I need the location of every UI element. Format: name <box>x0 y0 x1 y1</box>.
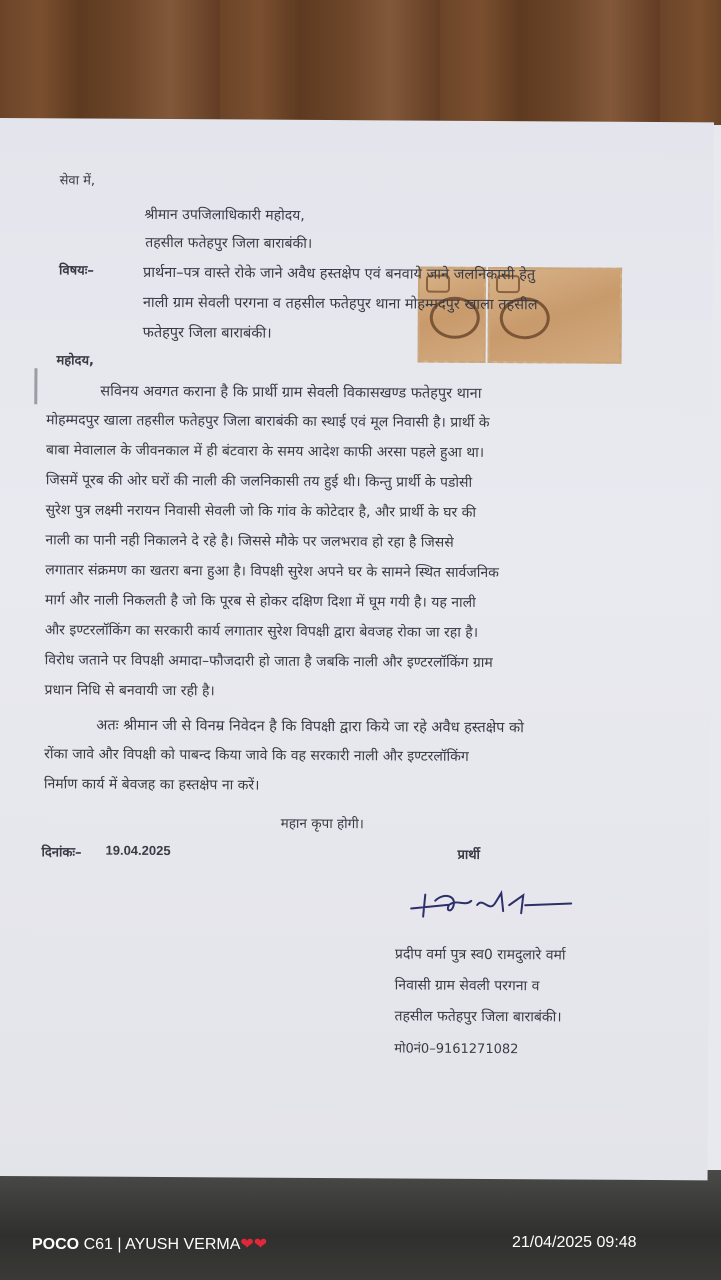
body-line: और इण्टरलॉकिंग का सरकारी कार्य लगातार सुरेश विपक्षी द्वारा बेवजह रोका जा रहा है। <box>44 622 479 641</box>
body-line: नाली का पानी नही निकालने दे रहे है। जिससे मौके पर जलभराव हो रहा है जिससे <box>45 532 454 551</box>
sender-phone: मो0नं0–9161271082 <box>394 1041 519 1058</box>
watermark-model: C61 | AYUSH VERMA <box>83 1236 241 1253</box>
body-line: बाबा मेवालाल के जीवनकाल में ही बंटवारा के समय आदेश काफी अरसा पहले हुआ था। <box>45 442 485 461</box>
subject-line: नाली ग्राम सेवली परगना व तहसील फतेहपुर थाना मोहम्मदपुर खाला तहसील <box>142 294 538 314</box>
greeting: महोदय, <box>56 353 95 369</box>
body-line: प्रधान निधि से बनवायी जा रही है। <box>44 682 215 700</box>
watermark-brand: POCO <box>32 1236 80 1253</box>
request-line: रोंका जावे और विपक्षी को पाबन्द किया जावे कि वह सरकारी नाली और इण्टरलॉकिंग <box>44 746 469 765</box>
pin-mark <box>34 368 37 404</box>
applicant-label: प्रार्थी <box>457 847 481 863</box>
body-line: जिसमें पूरब की ओर घरों की नाली की जलनिकासी तय हुई थी। किन्तु प्रार्थी के पडोसी <box>45 472 473 491</box>
date-label: दिनांकः– <box>41 845 82 861</box>
camera-watermark-left <box>32 1234 267 1254</box>
sender-line: तहसील फतेहपुर जिला बाराबंकी। <box>394 1008 562 1026</box>
body-line: सविनय अवगत कराना है कि प्रार्थी ग्राम सेवली विकासखण्ड फतेहपुर थाना <box>100 383 482 402</box>
body-line: मोहम्मदपुर खाला तहसील फतेहपुर जिला बाराबंकी का स्थाई एवं मूल निवासी है। प्रार्थी के <box>46 412 490 431</box>
request-line: अतः श्रीमान जी से विनम्र निवेदन है कि विपक्षी द्वारा किये जा रहे अवैध हस्तक्षेप को <box>96 717 524 737</box>
body-line: विरोध जताने पर विपक्षी अमादा–फौजदारी हो जाता है जबकि नाली और इण्टरलॉकिंग ग्राम <box>44 652 493 672</box>
closing-text: महान कृपा होगी। <box>280 815 364 833</box>
body-line: लगातार संक्रमण का खतरा बना हुआ है। विपक्षी सुरेश अपने घर के सामने स्थित सार्वजनिक <box>45 562 499 582</box>
addressee-line-1: श्रीमान उपजिलाधिकारी महोदय, <box>144 206 305 224</box>
body-line: मार्ग और नाली निकलती है जो कि पूरब से होकर दक्षिण दिशा में घूम गयी है। यह नाली <box>45 592 476 611</box>
subject-label: विषयः– <box>59 263 94 279</box>
signature <box>405 882 575 923</box>
watermark-datetime: 21/04/2025 09:48 <box>512 1234 637 1251</box>
floor-background <box>0 1170 721 1280</box>
body-line: सुरेश पुत्र लक्ष्मी नरायन निवासी सेवली जो कि गांव के कोटेदार है, और प्रार्थी के घर की <box>45 502 477 521</box>
subject-line: प्रार्थना–पत्र वास्ते रोके जाने अवैध हस्तक्षेप एवं बनवाये जाने जलनिकासी हेतु <box>143 264 536 284</box>
sender-line: प्रदीप वर्मा पुत्र स्व0 रामदुलारे वर्मा <box>394 946 566 964</box>
wooden-wall-background <box>0 0 721 135</box>
sender-line: निवासी ग्राम सेवली परगना व <box>394 977 540 995</box>
addressee-line-2: तहसील फतेहपुर जिला बाराबंकी। <box>145 234 313 252</box>
salutation-to: सेवा में, <box>59 173 96 189</box>
date-value: 19.04.2025 <box>105 842 171 859</box>
letter-page <box>0 118 714 1180</box>
request-line: निर्माण कार्य में बेवजह का हस्तक्षेप ना करें। <box>43 776 260 794</box>
heart-icon: ❤❤ <box>240 1236 268 1253</box>
subject-line: फतेहपुर जिला बाराबंकी। <box>142 324 272 342</box>
